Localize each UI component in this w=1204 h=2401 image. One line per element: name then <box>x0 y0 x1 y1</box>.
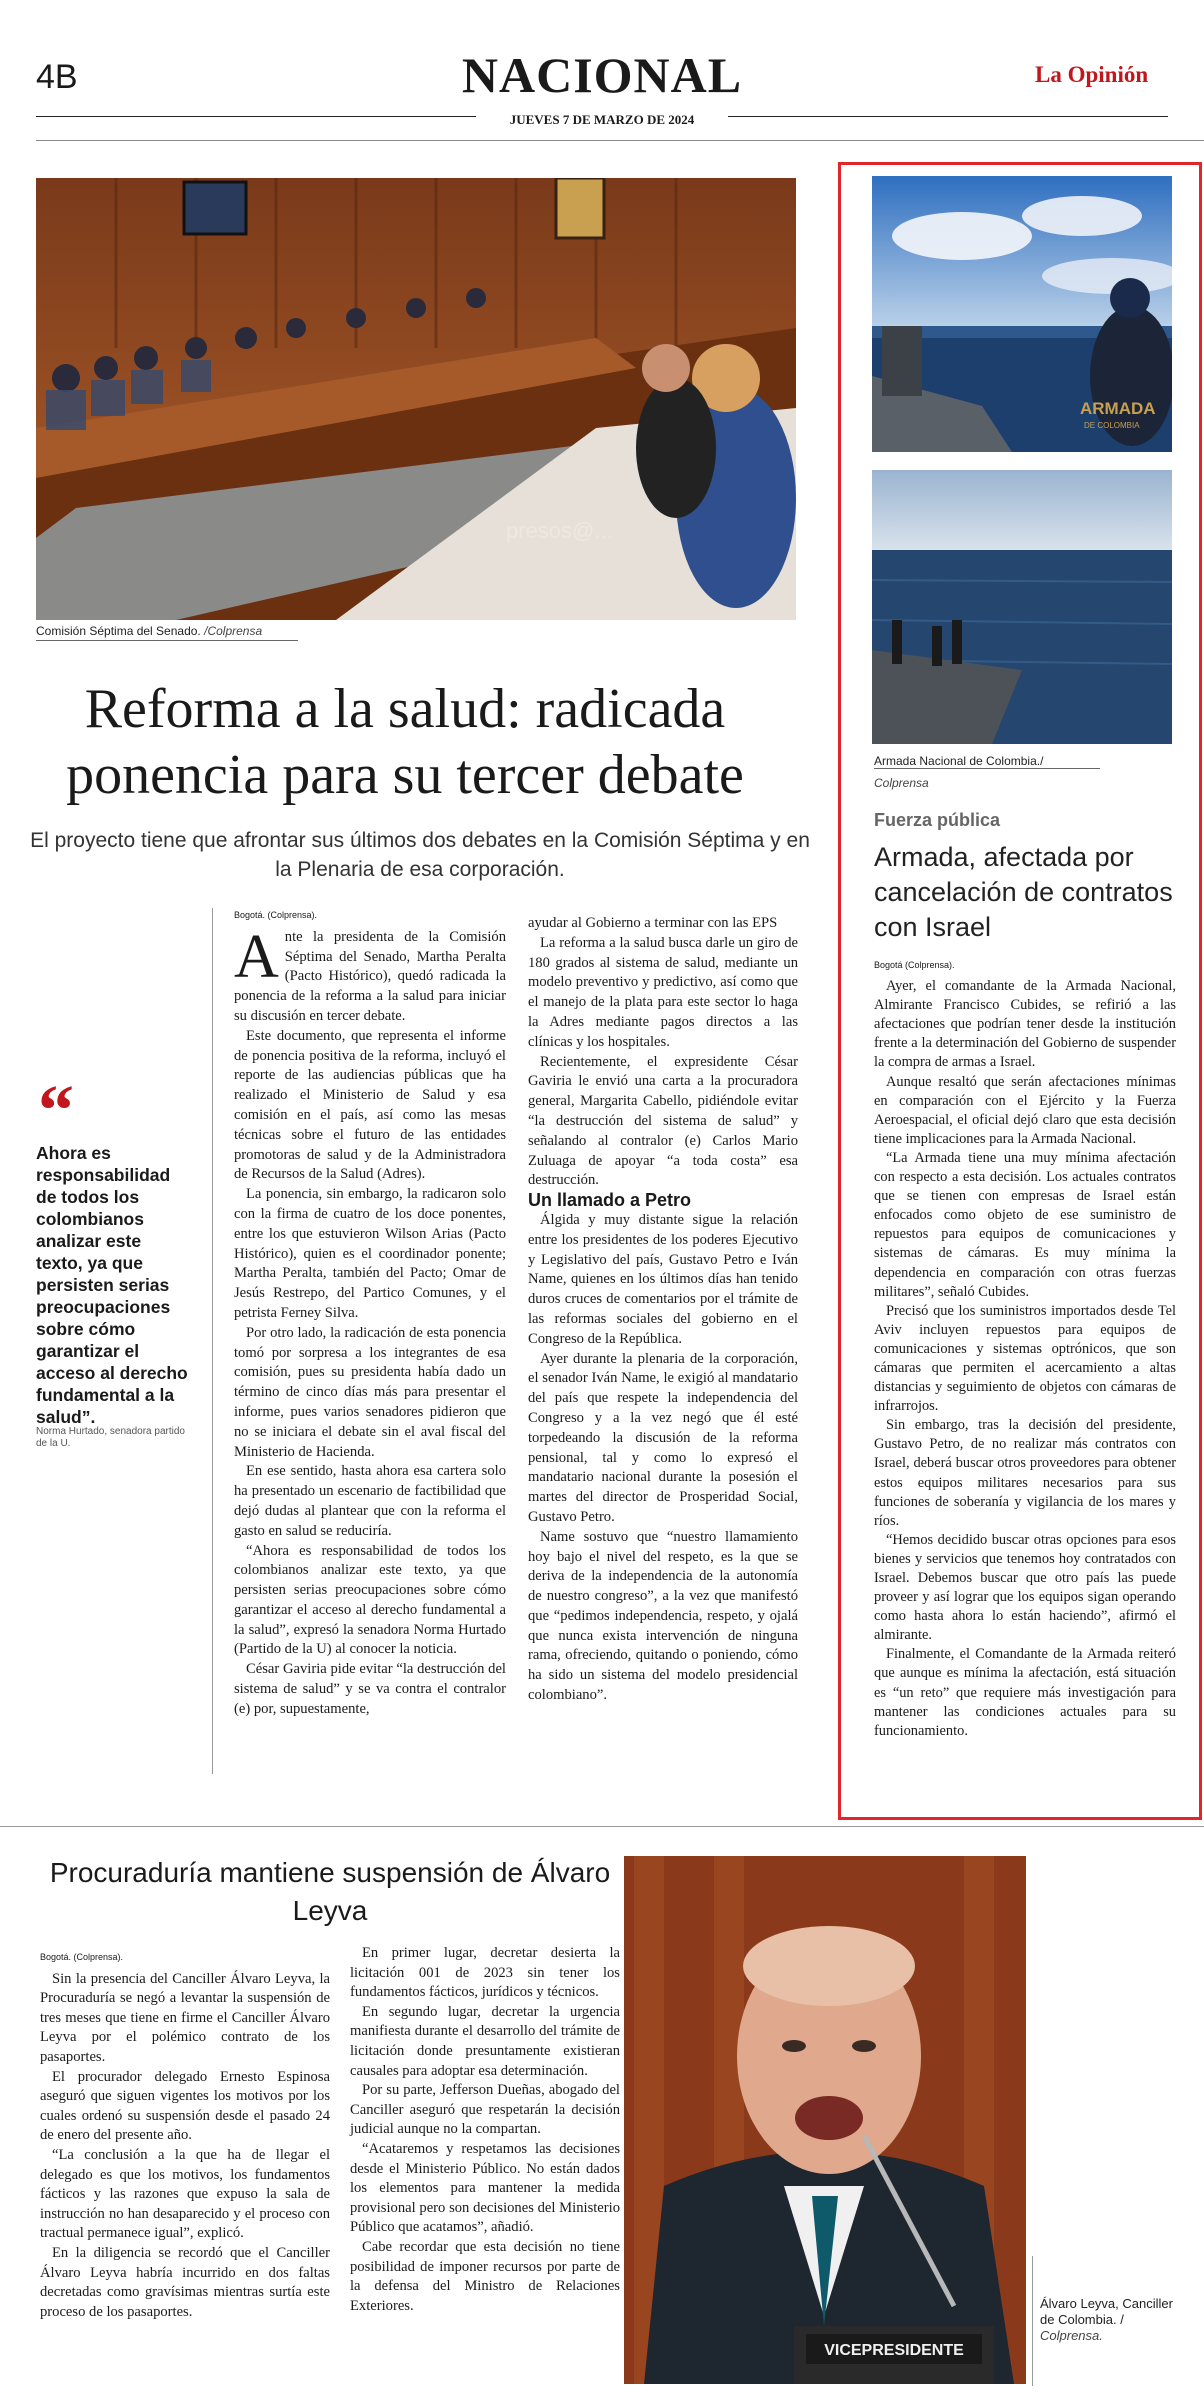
alvaro-leyva-photo <box>624 1856 1026 2384</box>
navy-logo-subtext: DE COLOMBIA <box>1084 421 1140 430</box>
paragraph: Finalmente, el Comandante de la Armada reiteró que aunque es mínima la afectación, está situación es “un reto” que requiere más investigación para mantener las condiciones actuales para su funcionamiento. <box>874 1646 1176 1739</box>
navy-caption-rule <box>874 768 1100 769</box>
bottom-article-column-2 <box>350 1944 620 2316</box>
drop-cap: A <box>234 922 279 991</box>
paragraph: En ese sentido, hasta ahora esa cartera solo ha presentado un escenario de factibilidad que dejó dudas al plantear que con la reforma el gasto en salud se reduciría. <box>234 1463 506 1539</box>
paragraph: Por otro lado, la radicación de esta ponencia tomó por sorpresa a los integrantes de esa comisión, pues su presidenta había dado un término de cinco días más para presentar el informe, pues varios senadores pidieron que no se iniciara el debate sin el aval fiscal del Ministerio de Hacienda. <box>234 1324 506 1460</box>
main-headline-line1: Reforma a la salud: radicada <box>84 678 726 740</box>
main-subtitle: El proyecto tiene que afrontar sus últimos dos debates en la Comisión Séptima y en la Plenaria de esa corporación. <box>30 829 810 881</box>
main-photo-caption <box>36 624 262 638</box>
paragraph: Name sostuvo que “nuestro llamamiento hoy bajo el nivel del respeto, es la que se deriva de la independencia de la autonomía de nuestro congreso”, a la vez que manifestó que “pedimos independencia, respeto, y ojalá que nunca exista intervención de ninguna rama, ofreciendo, quitando o poniendo, cómo ha sido un sistema del modelo presidencial colombiano”. <box>528 1528 798 1704</box>
quote-mark-icon: “ <box>38 1070 74 1150</box>
header-divider <box>36 140 1204 141</box>
main-photo-credit: /Colprensa <box>204 624 263 638</box>
paragraph: “Hemos decidido buscar otras opciones para esos bienes y servicios que tenemos hoy contratados con Israel. Debemos buscar que otro país las puede proveer y así lograr que los equipos sigan operando como hasta ahora lo están haciendo”, afirmó el almirante. <box>874 1531 1176 1644</box>
caption-rule <box>36 640 298 641</box>
navy-logo-text: ARMADA <box>1080 399 1156 418</box>
page-number: 4B <box>36 58 78 96</box>
leyva-photo-credit: Colprensa. <box>1040 2328 1103 2343</box>
paragraph: Álgida y muy distante sigue la relación entre los presidentes de los poderes Ejecutivo y Legislativo del país, Gustavo Petro e Iván Name, quienes en los últimos días han tenido duros cruces de comentarios por el trámite de las reformas sociales del gobierno en el Congreso de la República. <box>528 1211 798 1347</box>
paragraph: “La conclusión a la que ha de llegar el delegado es que los motivos, los fundamentos fácticos y las razones que expuso la sala de instrucción no han desaparecido y el proceso con tractual permanece igual”, explicó. <box>40 2146 330 2242</box>
sidebar-dateline: Bogotá (Colprensa). <box>874 960 955 970</box>
paragraph: “Ahora es responsabilidad de todos los colombianos analizar este texto, ya que persisten serias preocupaciones sobre cómo garantizar el acceso al derecho fundamental a la salud”, expresó la senadora Norma Hurtado (Partido de la U) al conocer la noticia. <box>234 1542 506 1658</box>
paragraph: César Gaviria pide evitar “la destrucción del sistema de salud” y se va contra el contralor (e) por, supuestamente, <box>234 1661 506 1717</box>
sidebar-headline: Armada, afectada por cancelación de contratos con Israel <box>874 842 1173 942</box>
paragraph: Ayer durante la plenaria de la corporación, el senador Iván Name, le exigió al mandatario del país que respete la independencia del Congreso y a la vez negó que él esté torpedeando la discusión de la reforma pensional, tal y como lo expresó el mandatario nacional durante la posesión el martes del director de Prosperidad Social, Gustavo Petro. <box>528 1350 798 1525</box>
paragraph: La reforma a la salud busca darle un giro de 180 grados al sistema de salud, mediante un modelo preventivo y predictivo, así como que el manejo de la plata para este sector lo haga la Adres mediante pagos directos a las clínicas y los hospitales. <box>528 934 798 1050</box>
nameplate-text: VICEPRESIDENTE <box>824 2342 964 2359</box>
main-headline-line2: ponencia para su tercer debate <box>66 744 744 806</box>
paragraph: En primer lugar, decretar desierta la licitación 001 de 2023 sin tener los fundamentos fácticos, jurídicos y técnicos. <box>350 1945 620 2001</box>
svg-text:presos@...: presos@... <box>506 518 613 543</box>
navy-photo-credit: Colprensa <box>874 776 929 790</box>
navy-photo-caption: Armada Nacional de Colombia./ <box>874 754 1044 768</box>
sidebar-kicker: Fuerza pública <box>874 810 1001 830</box>
paragraph: “La Armada tiene una muy mínima afectación con respecto a esta decisión. Los actuales contratos que se tienen con empresas de Israel están enfocados como objeto de ese suministro de repuestos para equipos de comunicaciones y sistemas de cámaras. Es muy mínima la dependencia en comparación con otras fuerzas militares”, señaló Cubides. <box>874 1149 1176 1300</box>
paragraph: Ante la presidenta de la Comisión Séptima del Senado, Martha Peralta (Pacto Histórico), quedó radicada la ponencia de la reforma a la salud para iniciar su discusión en tercer debate. <box>234 922 506 1024</box>
paragraph: Ayer, el comandante de la Armada Nacional, Almirante Francisco Cubides, se refirió a las afectaciones que podrían tener desde la institución frente a la determinación del Gobierno de suspender la compra de armas a Israel. <box>874 978 1176 1071</box>
navy-photo-1 <box>872 176 1172 452</box>
paragraph: ayudar al Gobierno a terminar con las EPS <box>528 915 778 931</box>
pull-quote: Ahora es responsabilidad de todos los colombianos analizar este texto, ya que persisten serias preocupaciones sobre cómo garantizar el acceso al derecho fundamental a la salud”. <box>36 1143 188 1427</box>
leyva-caption-rule <box>1032 2256 1033 2386</box>
paragraph: Sin la presencia del Canciller Álvaro Leyva, la Procuraduría se negó a levantar la suspensión de tres meses que tiene en firme el Canciller Álvaro Leyva por el polémico contrato de los pasaportes. <box>40 1970 330 2065</box>
subheading: Un llamado a Petro <box>528 1190 692 1211</box>
paragraph: Aunque resaltó que serán afectaciones mínimas en comparación con el Ejército y la Fuerza Aeroespacial, el oficial dejó claro que esta decisión tiene implicaciones para la Armada Nacional. <box>874 1073 1176 1147</box>
sidebar-article-body <box>874 956 1176 1741</box>
bottom-headline: Procuraduría mantiene suspensión de Álvaro Leyva <box>49 1857 611 1926</box>
paragraph: “Acataremos y respetamos las decisiones desde el Ministerio Público. No están dados los elementos para mantener la medida provisional pero son decisiones del Ministerio Público que acatamos”, añadió. <box>350 2140 620 2236</box>
newspaper-logo: La Opinión <box>1035 62 1149 87</box>
paragraph: Cabe recordar que esta decisión no tiene posibilidad de imponer recursos por parte de la defensa del Ministro de Relaciones Exteriores. <box>350 2238 620 2314</box>
navy-photo-2 <box>872 470 1172 744</box>
bottom-article-column-1 <box>40 1948 330 2322</box>
paragraph: Por su parte, Jefferson Dueñas, abogado del Canciller aseguró que respetarán la decisión judicial aunque no la compartan. <box>350 2082 620 2138</box>
bottom-dateline: Bogotá. (Colprensa). <box>40 1952 124 1962</box>
paragraph: Este documento, que representa el informe de ponencia positiva de la reforma, incluyó el reporte de las audiencias públicas que ha realizado el Ministerio de Salud y esa comisión en el país, así como las mesas técnicas sobre el futuro de las entidades promotoras de salud y de la Administradora de Recursos de la Salud (Adres). <box>234 1027 506 1183</box>
leyva-photo-caption <box>1040 2296 1180 2344</box>
paragraph: La ponencia, sin embargo, la radicaron solo con la firma de cuatro de los doce ponentes, entre los que estuvieron Wilson Arias (Pacto Histórico), quien es el coordinador ponente; Martha Peralta, también del Pacto; Omar de Jesús Restrepo, del Partico Comunes, y el petrista Ferney Silva. <box>234 1186 506 1321</box>
pull-quote-author: Norma Hurtado, senadora partido de la U. <box>36 1426 185 1449</box>
section-title: NACIONAL <box>461 47 743 103</box>
paragraph: En segundo lugar, decretar la urgencia manifiesta durante el desarrollo del trámite de licitación donde presuntamente existieran causales para adoptar esa determinación. <box>350 2003 620 2079</box>
quote-column-rule <box>212 908 213 1774</box>
main-photo-caption-text: Comisión Séptima del Senado. <box>36 624 201 638</box>
main-article-column-2 <box>528 914 798 1706</box>
main-article-column-1 <box>234 906 506 1720</box>
paragraph: Recientemente, el expresidente César Gaviria le envió una carta a la procuradora general, Margarita Cabello, pidiéndole evitar “la destrucción del sistema de salud” y señalando al contralor (e) Carlos Mario Zuluaga de apoyar “a toda costa” esa destrucción. <box>528 1053 798 1189</box>
paragraph: Precisó que los suministros importados desde Tel Aviv incluyen repuestos para equipos de comunicaciones y sistemas optrónicos, que son cámaras que permiten el acercamiento a altas distancias y seguimiento de objetos con cámaras de infrarrojos. <box>874 1302 1176 1415</box>
senate-commission-photo <box>36 178 796 620</box>
main-headline <box>0 676 810 808</box>
section-divider <box>0 1826 1204 1827</box>
paragraph: El procurador delegado Ernesto Espinosa aseguró que siguen vigentes los motivos por los cuales ordenó su suspensión desde el pasado 24 de enero del presente año. <box>40 2068 330 2144</box>
paragraph: Sin embargo, tras la decisión del presidente, Gustavo Petro, de no realizar más contratos con Israel, deberá buscar otros proveedores para obtener estos equipos militares necesarios para sus funciones de soberanía y vigilancia de los mares y ríos. <box>874 1417 1176 1529</box>
paragraph: En la diligencia se recordó que el Canciller Álvaro Leyva habría incurrido en dos faltas decretadas como gravísimas mientras surtía este proceso de los pasaportes. <box>40 2244 330 2320</box>
main-dateline: Bogotá. (Colprensa). <box>234 910 318 920</box>
issue-date: JUEVES 7 DE MARZO DE 2024 <box>509 112 695 127</box>
leyva-caption-text: Álvaro Leyva, Canciller de Colombia. / <box>1040 2296 1173 2327</box>
